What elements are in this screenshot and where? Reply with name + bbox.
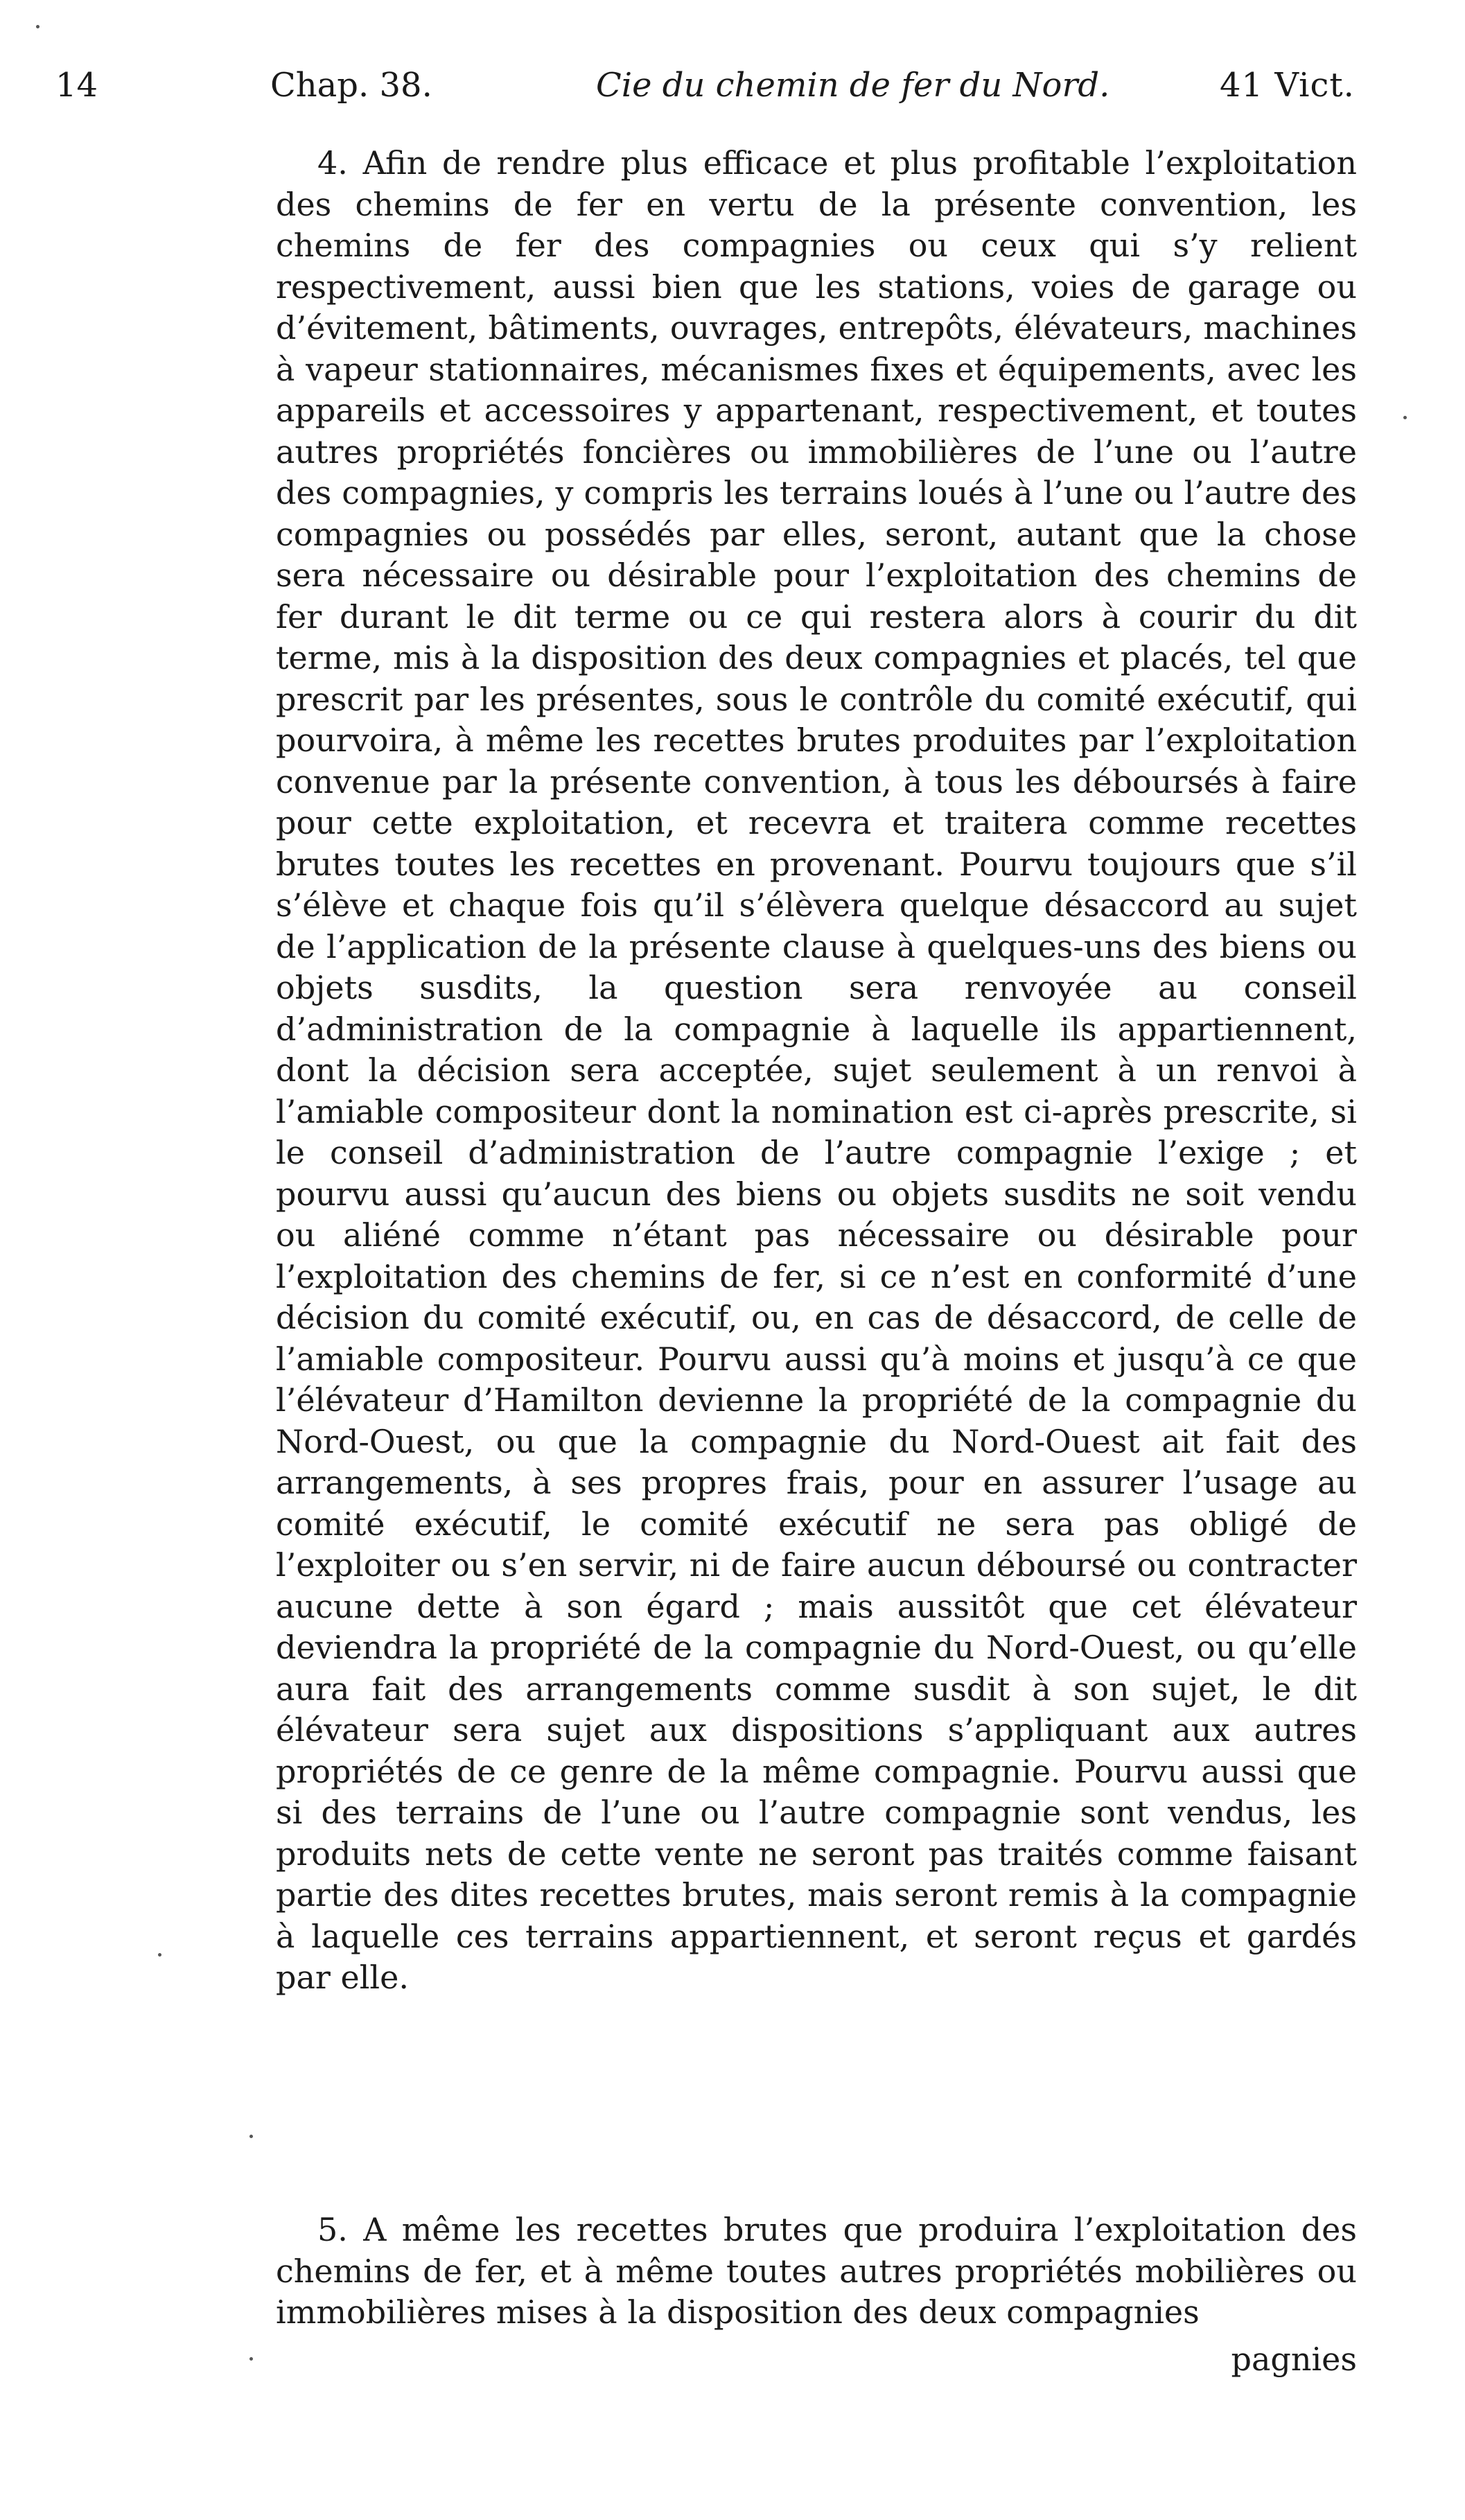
margin-speck <box>249 2135 253 2138</box>
paragraph-text: Afin de rendre plus efficace et plus profitable l’exploitation des chemins de fer en vertu de la présente convention, les chemins de fer des compagnies ou ceux qui s’y relient respectivement, aussi bien que les stations, voies de garage ou d’évitement, bâtiments, ouvrages, entrepôts, élévateurs, machines à vapeur stationnaires, mécanismes fixes et équipements, avec les appareils et accessoires y appartenant, respectivement, et toutes autres propriétés foncières ou immobilières de l’une ou l’autre des compagnies, y compris les terrains loués à l’une ou l’autre des compagnies ou possédés par elles, seront, autant que la chose sera nécessaire ou désirable pour l’exploitation des chemins de fer durant le dit terme ou ce qui restera alors à courir du dit terme, mis à la disposition des deux compagnies et placés, tel que prescrit par les présentes, sous le contrôle du comité exécutif, qui pourvoira, à même les recettes brutes produites par l’exploitation convenue par la présente convention, à tous les déboursés à faire pour cette exploitation, et recevra et traitera comme recettes brutes toutes les recettes en provenant. Pourvu toujours que s’il s’élève et chaque fois qu’il s’élèvera quelque désaccord au sujet de l’application de la présente clause à quelques-uns des biens ou objets susdits, la question sera renvoyée au conseil d’administration de la compagnie à laquelle ils appartiennent, dont la décision sera acceptée, sujet seulement à un renvoi à l’amiable compositeur dont la nomination est ci-après prescrite, si le conseil d’administration de l’autre compagnie l’exige ; et pourvu aussi qu’aucun des biens ou objets susdits ne soit vendu ou aliéné comme n’étant pas nécessaire ou désirable pour l’exploitation des chemins de fer, si ce n’est en conformité d’une décision du comité exécutif, ou, en cas de désaccord, de celle de l’amiable compositeur. Pourvu aussi qu’à moins et jusqu’à ce que l’élévateur d’Hamilton devienne la propriété de la compagnie du Nord-Ouest, ou que la compagnie du Nord-Ouest ait fait des arrangements, à ses propres frais, pour en assurer l’usage au comité exécutif, le comité exécutif ne sera pas obligé de l’exploiter ou s’en servir, ni de faire aucun déboursé ou contracter aucune dette à son égard ; mais aussitôt que cet élévateur deviendra la propriété de la compagnie du Nord-Ouest, ou qu’elle aura fait des arrangements comme susdit à son sujet, le dit élévateur sera sujet aux dispositions s’appliquant aux autres propriétés de ce genre de la même compagnie. Pourvu aussi que si des terrains de l’une ou l’autre compagnie sont vendus, les produits nets de cette vente ne seront pas traités comme faisant partie des dites recettes brutes, mais seront remis à la compagnie à laquelle ces terrains appartiennent, et seront reçus et gardés par elle. <box>276 144 1358 1996</box>
catchword: pagnies <box>1231 2340 1357 2378</box>
paragraph-5 <box>276 2210 1357 2334</box>
running-title: Cie du chemin de fer du Nord. <box>596 66 1110 105</box>
regnal-year: 41 Vict. <box>1220 66 1355 105</box>
paragraph-4 <box>276 143 1357 1999</box>
margin-speck <box>249 2357 253 2361</box>
paragraph-text: A même les recettes brutes que produira l’exploitation des chemins de fer, et à même toutes autres propriétés mobilières ou immobilières mises à la disposition des deux compagnies <box>276 2211 1357 2331</box>
margin-speck <box>1403 416 1407 419</box>
running-header <box>55 61 1372 110</box>
paragraph-number: 4. <box>317 144 348 182</box>
paragraph-number: 5. <box>317 2211 348 2248</box>
margin-speck <box>158 1953 161 1957</box>
margin-speck <box>36 25 40 28</box>
chapter-label: Chap. 38. <box>270 66 432 105</box>
page-number: 14 <box>55 66 98 105</box>
